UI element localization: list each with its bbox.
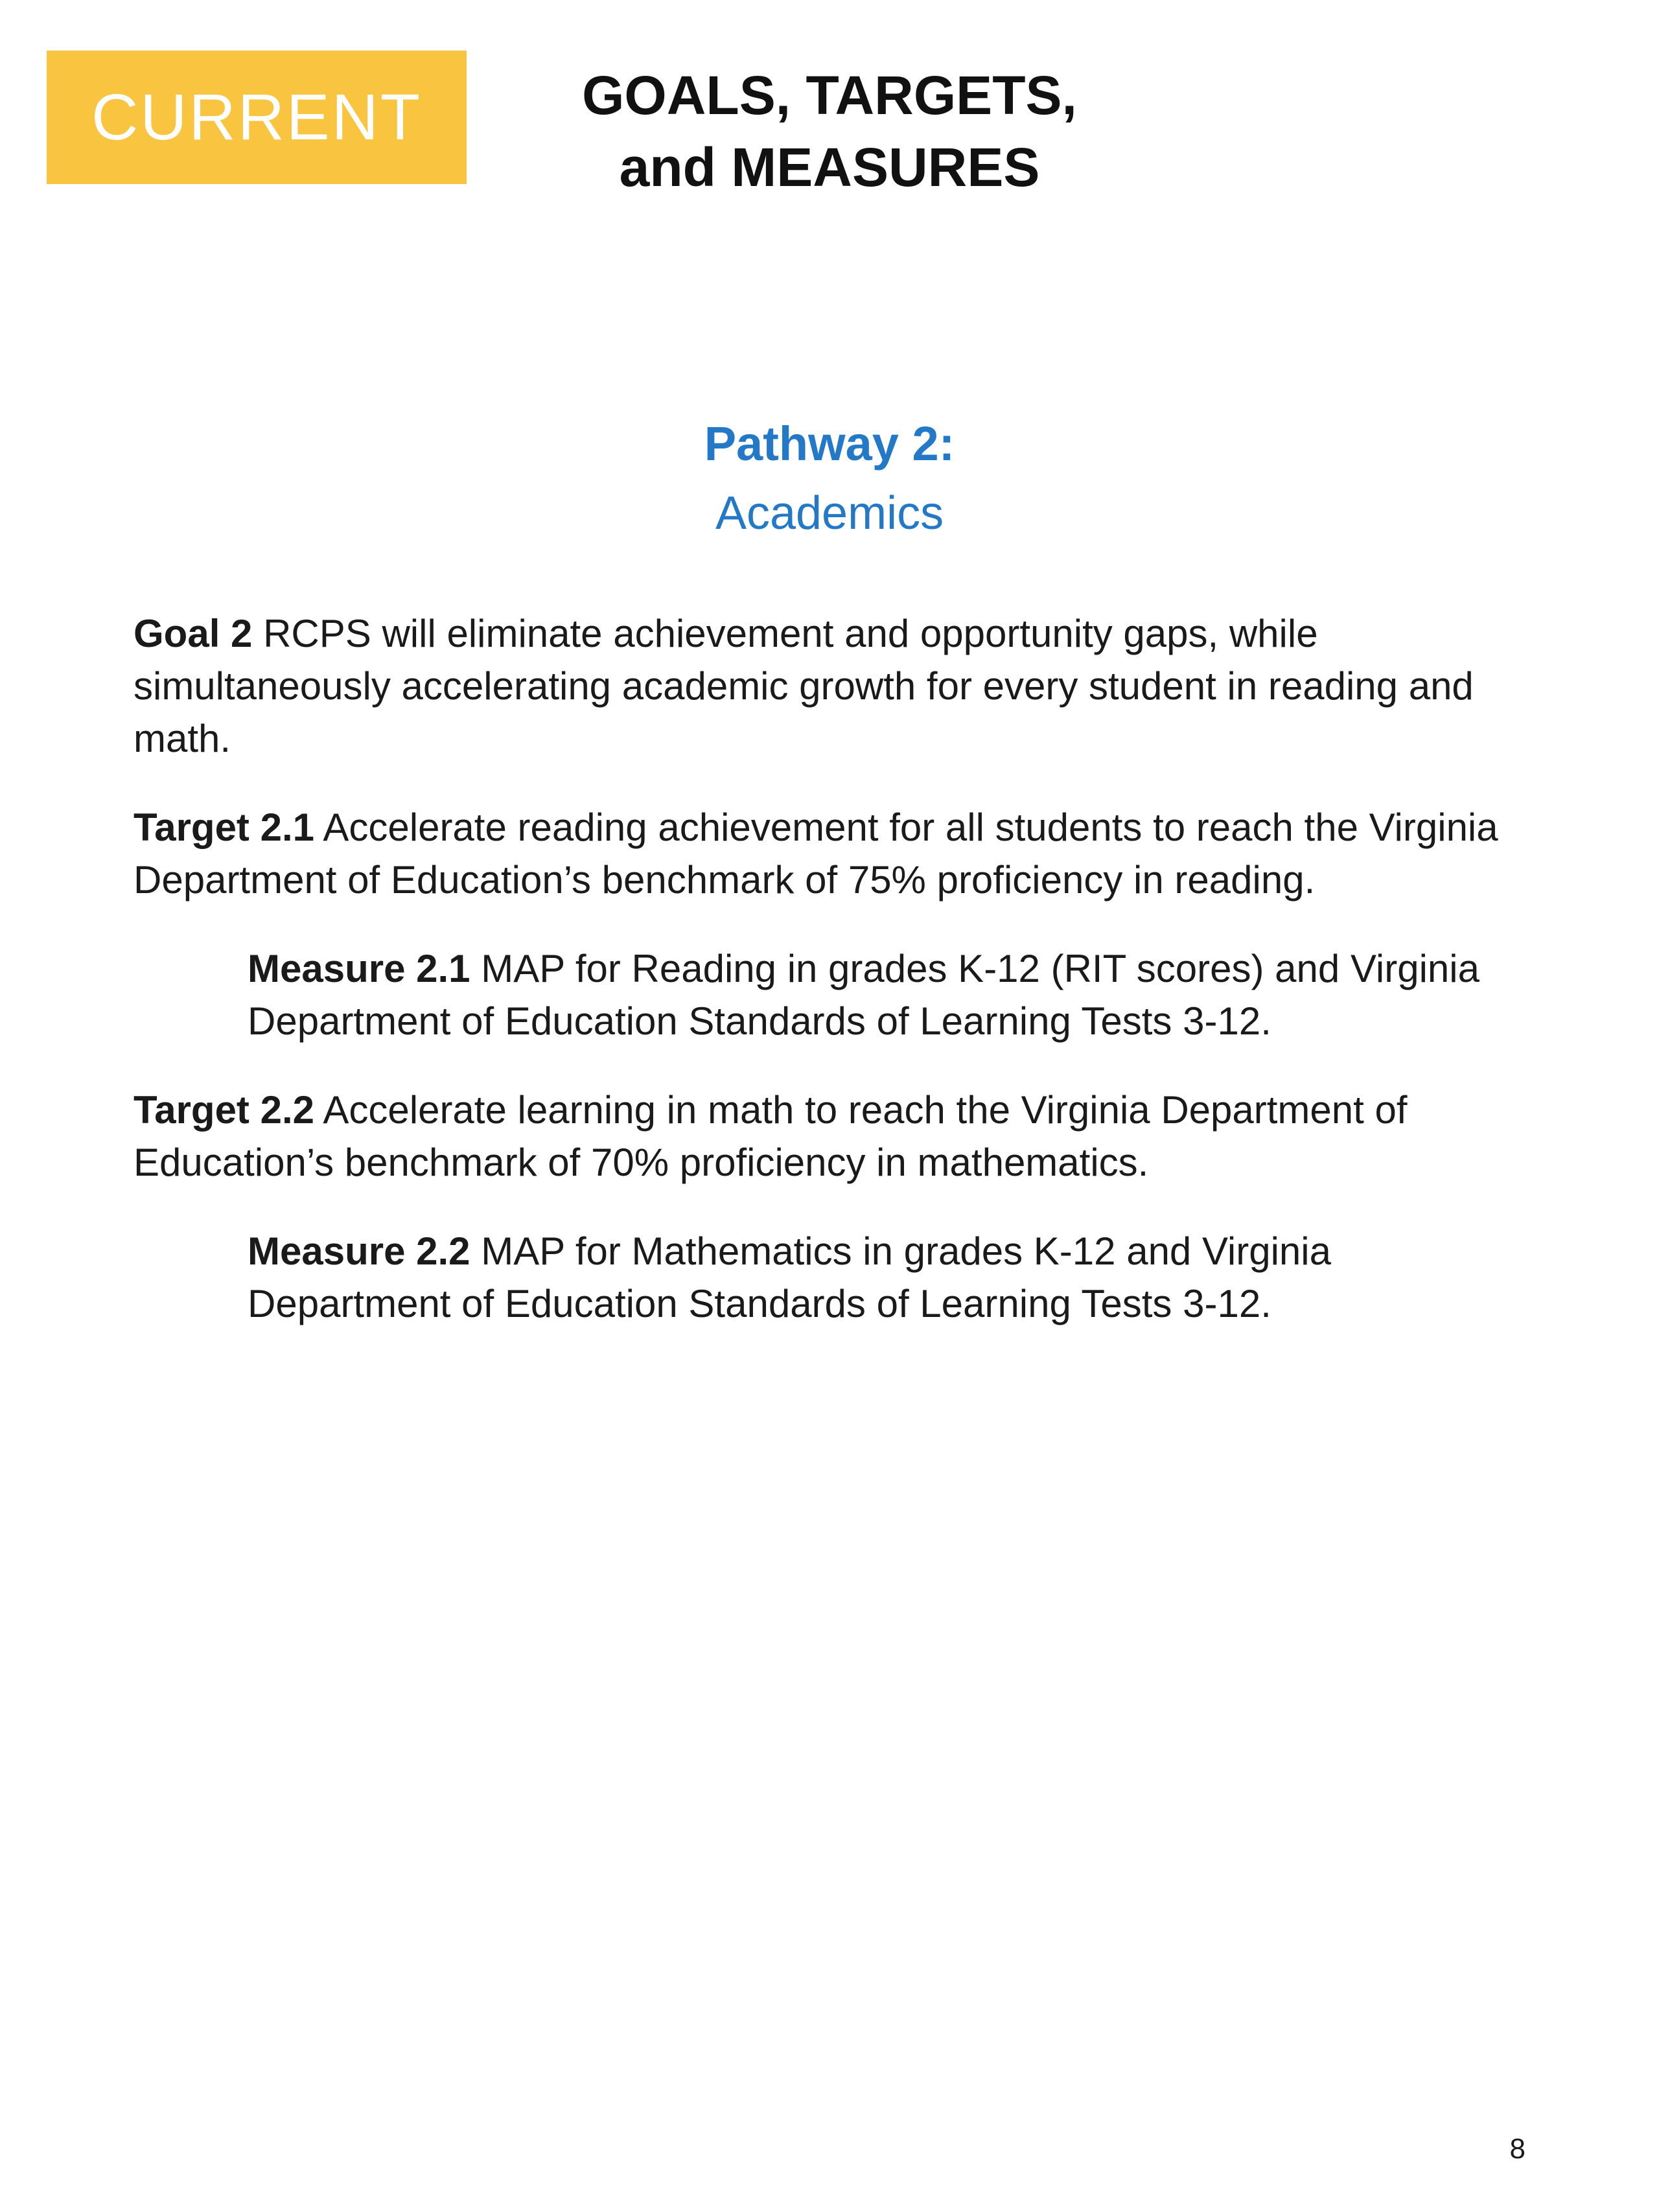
target-label: Target 2.2 <box>133 1088 314 1132</box>
page-header-line1: GOALS, TARGETS, <box>582 65 1077 126</box>
target-text: Accelerate learning in math to reach the Virginia Department of Education’s benchmark of 70% proficiency in mathematics. <box>133 1088 1408 1185</box>
pathway-heading <box>0 417 1659 540</box>
goal-paragraph <box>133 607 1526 765</box>
measure-text: MAP for Reading in grades K-12 (RIT scores) and Virginia Department of Education Standards of Learning Tests 3-12. <box>248 947 1479 1043</box>
target-paragraph <box>133 801 1526 906</box>
target-text: Accelerate reading achievement for all students to reach the Virginia Department of Education’s benchmark of 75% proficiency in reading. <box>133 806 1498 902</box>
target-paragraph <box>133 1084 1526 1189</box>
page-number: 8 <box>1509 2133 1526 2165</box>
current-badge <box>47 51 467 184</box>
pathway-subtitle: Academics <box>715 487 944 540</box>
measure-text: MAP for Mathematics in grades K-12 and Virginia Department of Education Standards of Learning Tests 3-12. <box>248 1229 1331 1326</box>
measure-paragraph <box>133 942 1526 1047</box>
target-label: Target 2.1 <box>133 806 314 850</box>
goal-text: RCPS will eliminate achievement and opportunity gaps, while simultaneously accelerating academic growth for every student in reading and math. <box>133 612 1474 761</box>
pathway-title: Pathway 2: <box>704 416 955 471</box>
current-badge-label: CURRENT <box>91 81 422 154</box>
body-content <box>133 607 1526 1330</box>
page-header-line2: and MEASURES <box>619 136 1040 198</box>
measure-label: Measure 2.1 <box>248 947 470 991</box>
measure-label: Measure 2.2 <box>248 1229 470 1274</box>
goal-label: Goal 2 <box>133 612 253 656</box>
measure-paragraph <box>133 1225 1526 1330</box>
